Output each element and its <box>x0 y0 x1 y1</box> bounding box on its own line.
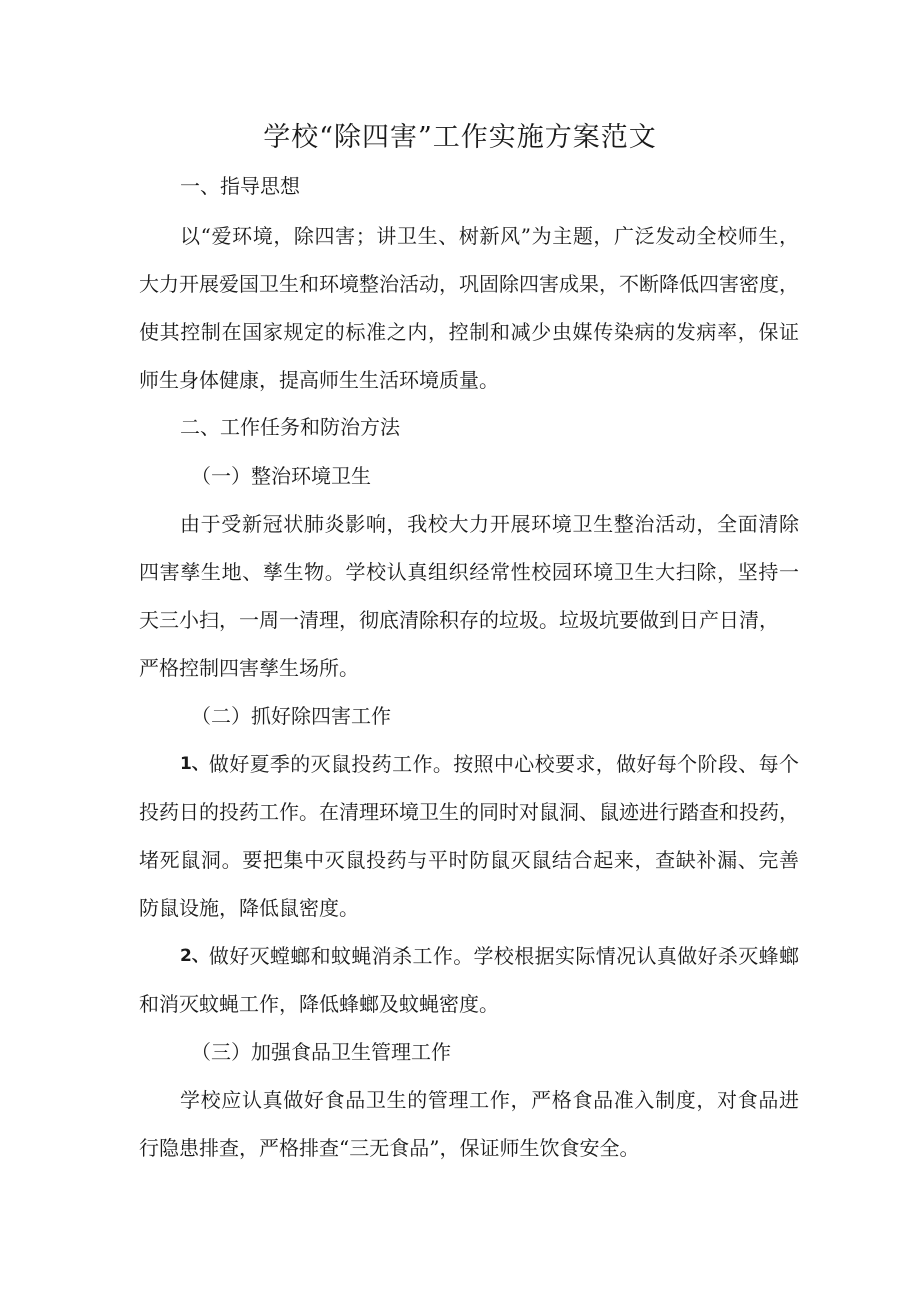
list-item-2 <box>180 941 799 971</box>
document-title: 学校“除四害”工作实施方案范文 <box>263 122 657 153</box>
paragraph-line: 天三小扫，一周一清理，彻底清除积存的垃圾。垃圾坑要做到日产日清， <box>139 608 779 632</box>
paragraph-line: 严格控制四害孳生场所。 <box>139 656 359 680</box>
section-heading-tasks: 二、工作任务和防治方法 <box>180 415 400 439</box>
paragraph-line: 做好夏季的灭鼠投药工作。按照中心校要求，做好每个阶段、每个 <box>208 752 799 776</box>
paragraph-line: 学校应认真做好食品卫生的管理工作，严格食品准入制度，对食品进 <box>180 1088 799 1112</box>
paragraph-line: 师生身体健康，提高师生生活环境质量。 <box>139 368 499 392</box>
subheading-food-hygiene: （三）加强食品卫生管理工作 <box>191 1040 451 1064</box>
paragraph-line: 由于受新冠状肺炎影响，我校大力开展环境卫生整治活动，全面清除 <box>180 512 799 536</box>
paragraph-line: 堵死鼠洞。要把集中灭鼠投药与平时防鼠灭鼠结合起来，查缺补漏、完善 <box>139 848 799 872</box>
paragraph-line: 投药日的投药工作。在清理环境卫生的同时对鼠洞、鼠迹进行踏查和投药， <box>139 800 799 824</box>
paragraph-line: 行隐患排查，严格排查“三无食品”，保证师生饮食安全。 <box>139 1136 640 1160</box>
paragraph-line: 防鼠设施，降低鼠密度。 <box>139 896 359 920</box>
list-item-1 <box>180 749 799 779</box>
paragraph-line: 四害孳生地、孳生物。学校认真组织经常性校园环境卫生大扫除，坚持一 <box>139 560 799 584</box>
section-heading-guiding-ideology: 一、指导思想 <box>180 174 300 198</box>
subheading-environment: （一）整治环境卫生 <box>191 464 371 488</box>
list-item-number: 1、 <box>180 754 209 774</box>
paragraph-line: 大力开展爱国卫生和环境整治活动，巩固除四害成果，不断降低四害密度， <box>139 272 799 296</box>
paragraph-line: 和消灭蚊蝇工作，降低蜂螂及蚊蝇密度。 <box>139 992 499 1016</box>
subheading-four-pests: （二）抓好除四害工作 <box>191 704 391 728</box>
paragraph-line: 使其控制在国家规定的标准之内，控制和减少虫媒传染病的发病率，保证 <box>139 320 799 344</box>
paragraph-line: 做好灭螳螂和蚊蝇消杀工作。学校根据实际情况认真做好杀灭蜂螂 <box>208 944 799 968</box>
paragraph-line: 以“爱环境，除四害；讲卫生、树新风”为主题，广泛发动全校师生， <box>180 224 799 248</box>
list-item-number: 2、 <box>180 946 209 966</box>
